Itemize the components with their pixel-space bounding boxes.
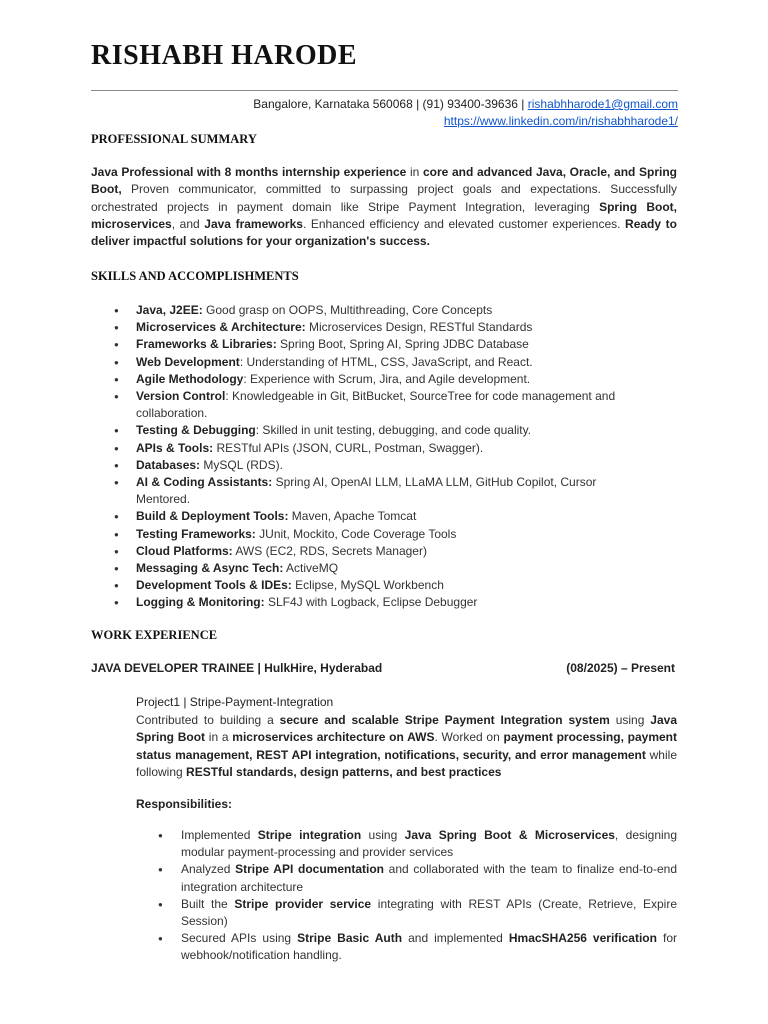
experience-heading: WORK EXPERIENCE bbox=[91, 628, 218, 642]
skill-text: SLF4J with Logback, Eclipse Debugger bbox=[264, 595, 478, 610]
skill-text: Spring Boot, Spring AI, Spring JDBC Database bbox=[276, 337, 529, 352]
bold-text: Java frameworks bbox=[204, 216, 303, 231]
text-run: Contributed to building a bbox=[136, 713, 280, 727]
skill-item bbox=[91, 526, 631, 543]
project-title: Project1 | Stripe-Payment-Integration bbox=[136, 695, 334, 709]
skill-item bbox=[91, 474, 631, 508]
email-link[interactable]: rishabhharode1@gmail.com bbox=[527, 97, 678, 111]
responsibility-item bbox=[136, 861, 677, 895]
bold-text: Java Professional with 8 months internship experience bbox=[91, 165, 407, 179]
linkedin-link[interactable]: https://www.linkedin.com/in/rishabhharode1/ bbox=[443, 114, 678, 128]
skill-item bbox=[91, 336, 631, 353]
text-run: integrating with REST APIs (Create, Retrieve, Expire Session) bbox=[181, 896, 678, 929]
text-run: Analyzed bbox=[181, 862, 236, 877]
responsibilities-heading: Responsibilities: bbox=[136, 797, 233, 811]
skill-label: Cloud Platforms: bbox=[136, 543, 233, 558]
contact-block bbox=[253, 96, 678, 130]
summary-paragraph bbox=[91, 164, 677, 250]
header-divider bbox=[91, 90, 678, 91]
bold-text: core and advanced Java, Oracle, and Spring Boot, bbox=[91, 165, 678, 197]
job-header bbox=[91, 661, 675, 675]
skill-label: Version Control bbox=[136, 389, 226, 404]
job-title: JAVA DEVELOPER TRAINEE | HulkHire, Hyderabad bbox=[91, 661, 383, 675]
skills-heading: SKILLS AND ACCOMPLISHMENTS bbox=[91, 269, 299, 283]
skill-text: Maven, Apache Tomcat bbox=[288, 509, 417, 524]
text-run: and implemented bbox=[402, 931, 509, 946]
text-run: for webhook/notification handling. bbox=[181, 931, 677, 963]
text-run: and collaborated with the team to finalize end-to-end integration architecture bbox=[181, 862, 677, 894]
skill-item bbox=[91, 560, 631, 577]
skill-text: ActiveMQ bbox=[283, 561, 339, 576]
bold-text: Stripe API documentation bbox=[235, 862, 384, 877]
job-dates: (08/2025) – Present bbox=[566, 661, 675, 675]
responsibility-item bbox=[136, 930, 677, 964]
skills-list bbox=[91, 302, 631, 612]
skill-item bbox=[91, 508, 631, 525]
skill-item bbox=[91, 440, 631, 457]
skill-item bbox=[91, 319, 631, 336]
bold-text: Java Spring Boot & Microservices bbox=[404, 828, 615, 842]
skill-item bbox=[91, 594, 631, 611]
project-description bbox=[136, 712, 677, 781]
bold-text: HmacSHA256 verification bbox=[508, 931, 657, 946]
text-run: in a bbox=[205, 730, 233, 745]
skill-label: Logging & Monitoring: bbox=[136, 595, 265, 610]
skill-label: Build & Deployment Tools: bbox=[136, 509, 289, 524]
text-run: Implemented bbox=[181, 828, 258, 842]
bold-text: Spring Boot, microservices bbox=[91, 199, 677, 231]
bold-text: Stripe integration bbox=[257, 828, 362, 842]
skill-item bbox=[91, 371, 631, 388]
bold-text: payment processing, payment status management, REST API integration, notifications, security, and error management bbox=[136, 730, 678, 762]
responsibilities-list bbox=[136, 827, 677, 965]
skill-text: Microservices Design, RESTful Standards bbox=[305, 320, 533, 335]
skill-label: Testing Frameworks: bbox=[136, 526, 256, 541]
skill-item bbox=[91, 457, 631, 474]
contact-line bbox=[253, 96, 678, 113]
skill-text: Good grasp on OOPS, Multithreading, Core Concepts bbox=[202, 303, 493, 317]
candidate-name: RISHABH HARODE bbox=[91, 40, 358, 71]
skill-item bbox=[91, 422, 631, 439]
skill-item bbox=[91, 388, 631, 422]
skill-label: Development Tools & IDEs: bbox=[136, 578, 292, 593]
text-run: . Enhanced efficiency and elevated customer experiences. bbox=[302, 216, 626, 231]
skill-item bbox=[91, 543, 631, 560]
skill-text: AWS (EC2, RDS, Secrets Manager) bbox=[232, 543, 427, 558]
skill-label: Java, J2EE: bbox=[136, 303, 203, 317]
skill-item bbox=[91, 577, 631, 594]
text-run: using bbox=[609, 713, 651, 727]
text-run: in bbox=[406, 165, 423, 179]
bold-text: Java Spring Boot bbox=[136, 713, 677, 745]
bold-text: secure and scalable Stripe Payment Integration system bbox=[279, 713, 610, 727]
skill-item bbox=[91, 354, 631, 371]
bold-text: Stripe Basic Auth bbox=[297, 931, 403, 946]
bold-text: Stripe provider service bbox=[234, 896, 372, 911]
text-run: using bbox=[361, 828, 405, 842]
skill-item bbox=[91, 302, 631, 319]
skill-label: AI & Coding Assistants: bbox=[136, 475, 273, 490]
skill-label: Microservices & Architecture: bbox=[136, 320, 306, 335]
responsibility-item bbox=[136, 896, 677, 930]
contact-address-phone: Bangalore, Karnataka 560068 | (91) 93400-39636 | bbox=[253, 97, 528, 111]
text-run: , designing modular payment-processing and provider services bbox=[181, 828, 678, 860]
text-run: Built the bbox=[181, 896, 235, 911]
bold-text: Ready to deliver impactful solutions for your organization's success. bbox=[91, 216, 677, 249]
skill-label: Testing & Debugging bbox=[136, 423, 256, 438]
text-run: . Worked on bbox=[434, 730, 504, 745]
skill-text: : Understanding of HTML, CSS, JavaScript, and React. bbox=[239, 354, 533, 369]
text-run: Proven communicator, committed to surpassing project goals and expectations. Successfully orchestrated projects in payment domain like Stripe Payment Integration, leveraging bbox=[91, 182, 677, 214]
skill-text: : Experience with Scrum, Jira, and Agile development. bbox=[243, 371, 531, 386]
summary-heading: PROFESSIONAL SUMMARY bbox=[91, 132, 257, 146]
text-run: while following bbox=[136, 747, 677, 779]
text-run: , and bbox=[171, 216, 205, 231]
skill-label: APIs & Tools: bbox=[136, 440, 214, 455]
skill-label: Databases: bbox=[136, 457, 201, 472]
skill-label: Web Development bbox=[136, 354, 240, 369]
skill-label: Frameworks & Libraries: bbox=[136, 337, 277, 352]
skill-text: Spring AI, OpenAI LLM, LLaMA LLM, GitHub Copilot, Cursor Mentored. bbox=[136, 475, 597, 507]
skill-text: Eclipse, MySQL Workbench bbox=[291, 578, 444, 593]
skill-label: Messaging & Async Tech: bbox=[136, 561, 284, 576]
skill-text: RESTful APIs (JSON, CURL, Postman, Swagger). bbox=[213, 440, 484, 455]
skill-text: : Knowledgeable in Git, BitBucket, SourceTree for code management and collaboration. bbox=[136, 389, 616, 421]
bold-text: RESTful standards, design patterns, and best practices bbox=[186, 764, 502, 779]
skill-text: : Skilled in unit testing, debugging, and code quality. bbox=[255, 423, 532, 438]
skill-text: JUnit, Mockito, Code Coverage Tools bbox=[255, 526, 457, 541]
skill-label: Agile Methodology bbox=[136, 371, 244, 386]
responsibility-item bbox=[136, 827, 677, 861]
bold-text: microservices architecture on AWS bbox=[232, 730, 435, 745]
text-run: Secured APIs using bbox=[181, 931, 298, 946]
linkedin-line bbox=[253, 113, 678, 130]
skill-text: MySQL (RDS). bbox=[200, 457, 283, 472]
